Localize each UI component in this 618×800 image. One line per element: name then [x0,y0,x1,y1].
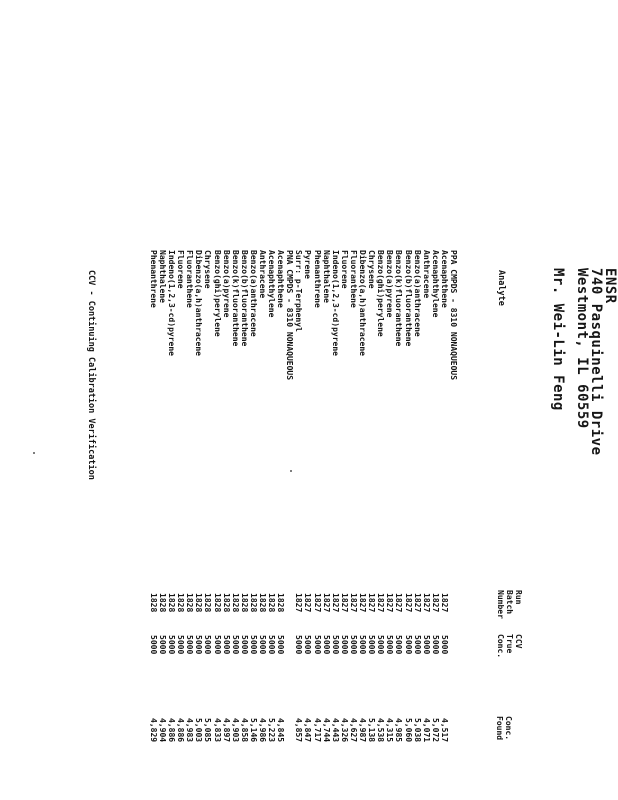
table-row [331,250,340,770]
found-conc-cell: 5,085 [203,718,213,743]
true-conc-cell: 5000 [294,635,304,655]
found-conc-cell: 4,904 [158,718,167,743]
batch-cell: 1827 [367,593,377,613]
analyte-cell: Benzo(k)fluoranthene [394,250,404,347]
batch-cell: 1827 [412,593,422,613]
found-conc-cell: 4,985 [394,718,404,743]
found-conc-cell: 4,315 [385,718,395,743]
table-row [403,250,412,770]
analyte-cell: Benzo(ghi)perylene [212,250,222,337]
city-state-zip: Westmont, IL 60559 [574,268,590,429]
analyte-column-header: Analyte [496,270,506,306]
found-conc-cell: 5,060 [403,718,413,743]
batch-cell: 1827 [358,593,368,613]
batch-cell: 1827 [339,593,349,613]
table-row [431,250,440,770]
batch-cell: 1828 [167,593,177,613]
table-row [422,250,431,770]
table-row [212,250,221,770]
table-row [449,250,458,770]
batch-cell: 1827 [330,593,340,613]
batch-cell: 1827 [348,593,358,613]
found-conc-cell: 4,897 [221,718,231,743]
ccv-true-header: CCV True Conc. [496,634,523,659]
batch-cell: 1828 [194,593,204,613]
batch-cell: 1827 [321,593,331,613]
batch-cell: 1828 [267,593,277,613]
analyte-cell: Acenaphthene [276,250,286,308]
analyte-cell: Fluoranthene [185,250,195,308]
true-conc-cell: 5000 [194,635,204,655]
table-row [376,250,385,770]
table-row [349,250,358,770]
analyte-cell: Benzo(k)fluoranthene [230,250,240,347]
analyte-cell: Chrysene [203,250,213,289]
table-row [385,250,394,770]
batch-cell: 1827 [294,593,304,613]
conc-found-header: Conc. Found [495,716,513,741]
true-conc-cell: 5000 [348,635,358,655]
found-conc-cell: 4,987 [358,718,368,743]
table-row [322,250,331,770]
analyte-cell: Acenaphthene [439,250,449,308]
batch-cell: 1827 [394,593,404,613]
batch-cell: 1828 [185,593,195,613]
found-conc-cell: 4,443 [330,718,340,743]
batch-cell: 1828 [148,593,158,613]
table-row [231,250,240,770]
true-conc-cell: 5000 [312,635,322,655]
batch-cell: 1827 [421,593,431,613]
found-conc-cell: 4,847 [303,718,313,743]
batch-cell: 1828 [239,593,249,613]
analyte-cell: Pyrene [303,250,313,279]
analyte-cell: Benzo(b)fluoranthene [239,250,249,347]
batch-cell: 1828 [258,593,268,613]
table-row [367,250,376,770]
found-conc-cell: 5,072 [430,718,440,743]
table-row [313,250,322,770]
analyte-cell: Phenanthrene [312,250,322,308]
analyte-cell: Fluoranthene [348,250,358,308]
table-row [276,250,285,770]
analyte-cell: Naphthalene [321,250,331,303]
true-conc-cell: 5000 [148,635,158,655]
true-conc-cell: 5000 [330,635,340,655]
footer-note: CCV - Continuing Calibration Verification [86,270,96,480]
true-conc-cell: 5000 [403,635,413,655]
true-conc-cell: 5000 [185,635,195,655]
table-row [285,250,294,770]
true-conc-cell: 5000 [358,635,368,655]
scan-speck [33,452,35,454]
scan-speck [290,470,292,472]
run-batch-header: Run Batch Number [496,590,523,619]
analyte-cell: Anthracene [421,250,431,299]
true-conc-cell: 5000 [212,635,222,655]
true-conc-cell: 5000 [367,635,377,655]
true-conc-cell: 5000 [321,635,331,655]
true-conc-cell: 5000 [303,635,313,655]
found-conc-cell: 4,517 [439,718,449,743]
table-row [358,250,367,770]
batch-cell: 1828 [221,593,231,613]
analyte-cell: PNA CMPDS - 8310 NONAQUEOUS [285,250,295,381]
table-row [240,250,249,770]
table-row [394,250,403,770]
table-row [303,250,312,770]
analyte-cell: Chrysene [367,250,377,289]
true-conc-cell: 5000 [230,635,240,655]
table-row [258,250,267,770]
analyte-cell: Acenaphthylene [430,250,440,318]
analyte-cell: Dibenzo(a,h)anthracene [194,250,204,356]
batch-cell: 1827 [430,593,440,613]
analyte-cell: Dibenzo(a,h)anthracene [358,250,368,356]
true-conc-cell: 5000 [385,635,395,655]
analyte-cell: Anthracene [258,250,268,299]
table-row [194,250,203,770]
true-conc-cell: 5000 [258,635,268,655]
table-row [249,250,258,770]
found-conc-cell: 4,845 [276,718,286,743]
batch-cell: 1827 [303,593,313,613]
found-conc-cell: 4,071 [421,718,431,743]
found-conc-cell: 5,223 [267,718,277,743]
batch-cell: 1827 [376,593,386,613]
true-conc-cell: 5000 [430,635,440,655]
table-row [440,250,449,770]
table-row [203,250,212,770]
attention-name: Mr. Wei-Lin Feng [550,268,566,411]
batch-cell: 1827 [403,593,413,613]
true-conc-cell: 5000 [248,635,258,655]
found-conc-cell: 4,829 [148,718,158,743]
batch-cell: 1828 [276,593,286,613]
found-conc-cell: 4,886 [167,718,177,743]
found-conc-cell: 4,326 [339,718,349,743]
true-conc-cell: 5000 [412,635,422,655]
found-conc-cell: 4,983 [185,718,195,743]
true-conc-cell: 5000 [167,635,177,655]
found-conc-cell: 4,858 [239,718,249,743]
true-conc-cell: 5000 [158,635,167,655]
found-conc-cell: 4,744 [321,718,331,743]
analyte-cell: Surr: p-Terphenyl [294,250,304,332]
true-conc-cell: 5000 [267,635,277,655]
table-row [267,250,276,770]
analyte-cell: Benzo(a)pyrene [221,250,231,318]
table-row [167,250,176,770]
found-conc-cell: 5,146 [248,718,258,743]
found-conc-cell: 4,538 [376,718,386,743]
found-conc-cell: 4,986 [258,718,268,743]
analyte-cell: Naphthalene [158,250,167,303]
table-row [340,250,349,770]
true-conc-cell: 5000 [276,635,286,655]
analyte-cell: Benzo(a)pyrene [385,250,395,318]
analyte-cell: Indeno(1,2,3-cd)pyrene [330,250,340,356]
true-conc-cell: 5000 [376,635,386,655]
table-row [176,250,185,770]
street-address: 740 Pasquinelli Drive [588,268,604,456]
org-name: ENSR [602,268,618,304]
true-conc-cell: 5000 [176,635,186,655]
analyte-cell: Benzo(a)anthracene [412,250,422,337]
batch-cell: 1828 [230,593,240,613]
true-conc-cell: 5000 [421,635,431,655]
found-conc-cell: 4,903 [230,718,240,743]
batch-cell: 1828 [203,593,213,613]
found-conc-cell: 4,833 [212,718,222,743]
batch-cell: 1828 [212,593,222,613]
results-table [149,250,458,770]
batch-cell: 1827 [385,593,395,613]
true-conc-cell: 5000 [221,635,231,655]
analyte-cell: Benzo(ghi)perylene [376,250,386,337]
found-conc-cell: 4,857 [294,718,304,743]
analyte-cell: Phenanthrene [148,250,158,308]
analyte-cell: Fluorene [339,250,349,289]
found-conc-cell: 4,886 [176,718,186,743]
table-row [413,250,422,770]
analyte-cell: Benzo(b)fluoranthene [403,250,413,347]
found-conc-cell: 5,038 [412,718,422,743]
found-conc-cell: 5,138 [367,718,377,743]
analyte-cell: Benzo(a)anthracene [248,250,258,337]
batch-cell: 1828 [248,593,258,613]
true-conc-cell: 5000 [339,635,349,655]
true-conc-cell: 5000 [203,635,213,655]
found-conc-cell: 4,717 [312,718,322,743]
batch-cell: 1827 [439,593,449,613]
table-row [294,250,303,770]
true-conc-cell: 5000 [439,635,449,655]
analyte-cell: PPA CMPDS - 8310 NONAQUEOUS [449,250,458,381]
found-conc-cell: 4,627 [348,718,358,743]
analyte-cell: Acenaphthylene [267,250,277,318]
found-conc-cell: 5,003 [194,718,204,743]
true-conc-cell: 5000 [239,635,249,655]
table-row [222,250,231,770]
table-row [149,250,158,770]
batch-cell: 1827 [312,593,322,613]
batch-cell: 1828 [176,593,186,613]
table-row [158,250,167,770]
analyte-cell: Fluorene [176,250,186,289]
analyte-cell: Indeno(1,2,3-cd)pyrene [167,250,177,356]
batch-cell: 1828 [158,593,167,613]
table-row [185,250,194,770]
true-conc-cell: 5000 [394,635,404,655]
